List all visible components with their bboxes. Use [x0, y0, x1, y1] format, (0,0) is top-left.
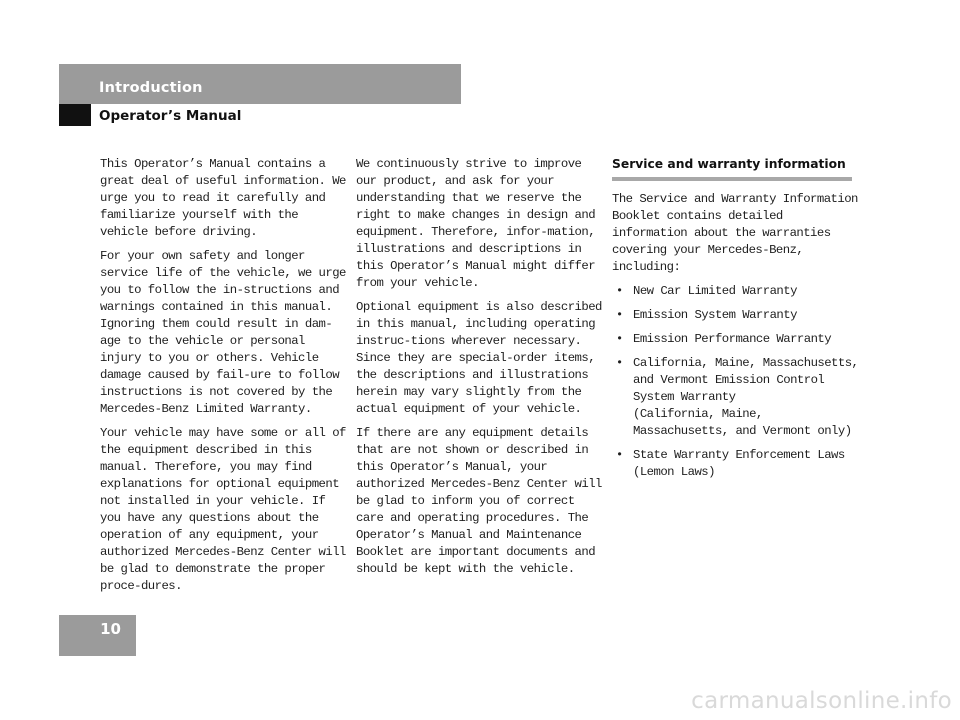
paragraph: The Service and Warranty Information Booklet contains detailed information about the warranties covering your Mercedes-Benz, including:	[612, 192, 858, 274]
paragraph: This Operator’s Manual contains a great deal of useful information. We urge you to read it carefully and familiarize yourself with the vehicle before driving.	[100, 157, 346, 239]
bullet-icon: •	[616, 356, 623, 370]
section-heading: Service and warranty information	[612, 157, 846, 171]
paragraph: We continuously strive to improve our product, and ask for your understanding that we reserve the right to make changes in design and equipment. Therefore, infor-mation, illustrations and descriptions in this Operator’s Manual might differ from your vehicle.	[356, 157, 596, 290]
paragraph: For your own safety and longer service life of the vehicle, we urge you to follow the in-structions and warnings contained in this manual. Ignoring them could result in dam-age to the vehicle or personal injury to you or others. Vehicle damage caused by fail-ure to follow instructions is not covered by the Mercedes-Benz Limited Warranty.	[100, 249, 346, 416]
list-item-text: State Warranty Enforcement Laws	[633, 448, 845, 462]
list-item	[612, 447, 862, 481]
watermark: carmanualsonline.info	[691, 688, 952, 714]
bullet-icon: •	[616, 448, 623, 462]
text-column-3	[612, 156, 862, 488]
page-number: 10	[100, 620, 121, 638]
bullet-icon: •	[616, 332, 623, 346]
paragraph: Your vehicle may have some or all of the equipment described in this manual. Therefore, you may find explanations for optional equipment not installed in your vehicle. If you have any questions about the operation of any equipment, your authorized Mercedes-Benz Center will be glad to demonstrate the proper proce-dures.	[100, 426, 346, 593]
list-item-note: (California, Maine, Massachusetts, and Vermont only)	[633, 407, 852, 438]
list-item-note: (Lemon Laws)	[633, 465, 715, 479]
text-column-1	[100, 156, 346, 602]
list-item-text: New Car Limited Warranty	[633, 284, 797, 298]
warranty-list	[612, 283, 862, 481]
paragraph: If there are any equipment details that are not shown or described in this Operator’s Manual, your authorized Mercedes-Benz Center will be glad to inform you of correct care and operating procedures. The Operator’s Manual and Maintenance Booklet are important documents and should be kept with the vehicle.	[356, 426, 602, 576]
page-subtitle: Operator’s Manual	[99, 108, 242, 124]
list-item-text: California, Maine, Massachusetts, and Vermont Emission Control System Warranty	[633, 356, 859, 404]
list-item-text: Emission System Warranty	[633, 308, 797, 322]
list-item-text: Emission Performance Warranty	[633, 332, 832, 346]
list-item	[612, 307, 862, 324]
text-column-2	[356, 156, 602, 585]
section-title: Introduction	[99, 80, 203, 96]
chapter-tab-marker	[59, 104, 91, 126]
paragraph: Optional equipment is also described in this manual, including operating instruc-tions wherever necessary. Since they are special-order items, the descriptions and illustrations herein may vary slightly from the actual equipment of your vehicle.	[356, 300, 602, 416]
list-item	[612, 283, 862, 300]
heading-rule	[612, 177, 852, 181]
list-item	[612, 331, 862, 348]
list-item	[612, 355, 862, 440]
bullet-icon: •	[616, 284, 623, 298]
bullet-icon: •	[616, 308, 623, 322]
